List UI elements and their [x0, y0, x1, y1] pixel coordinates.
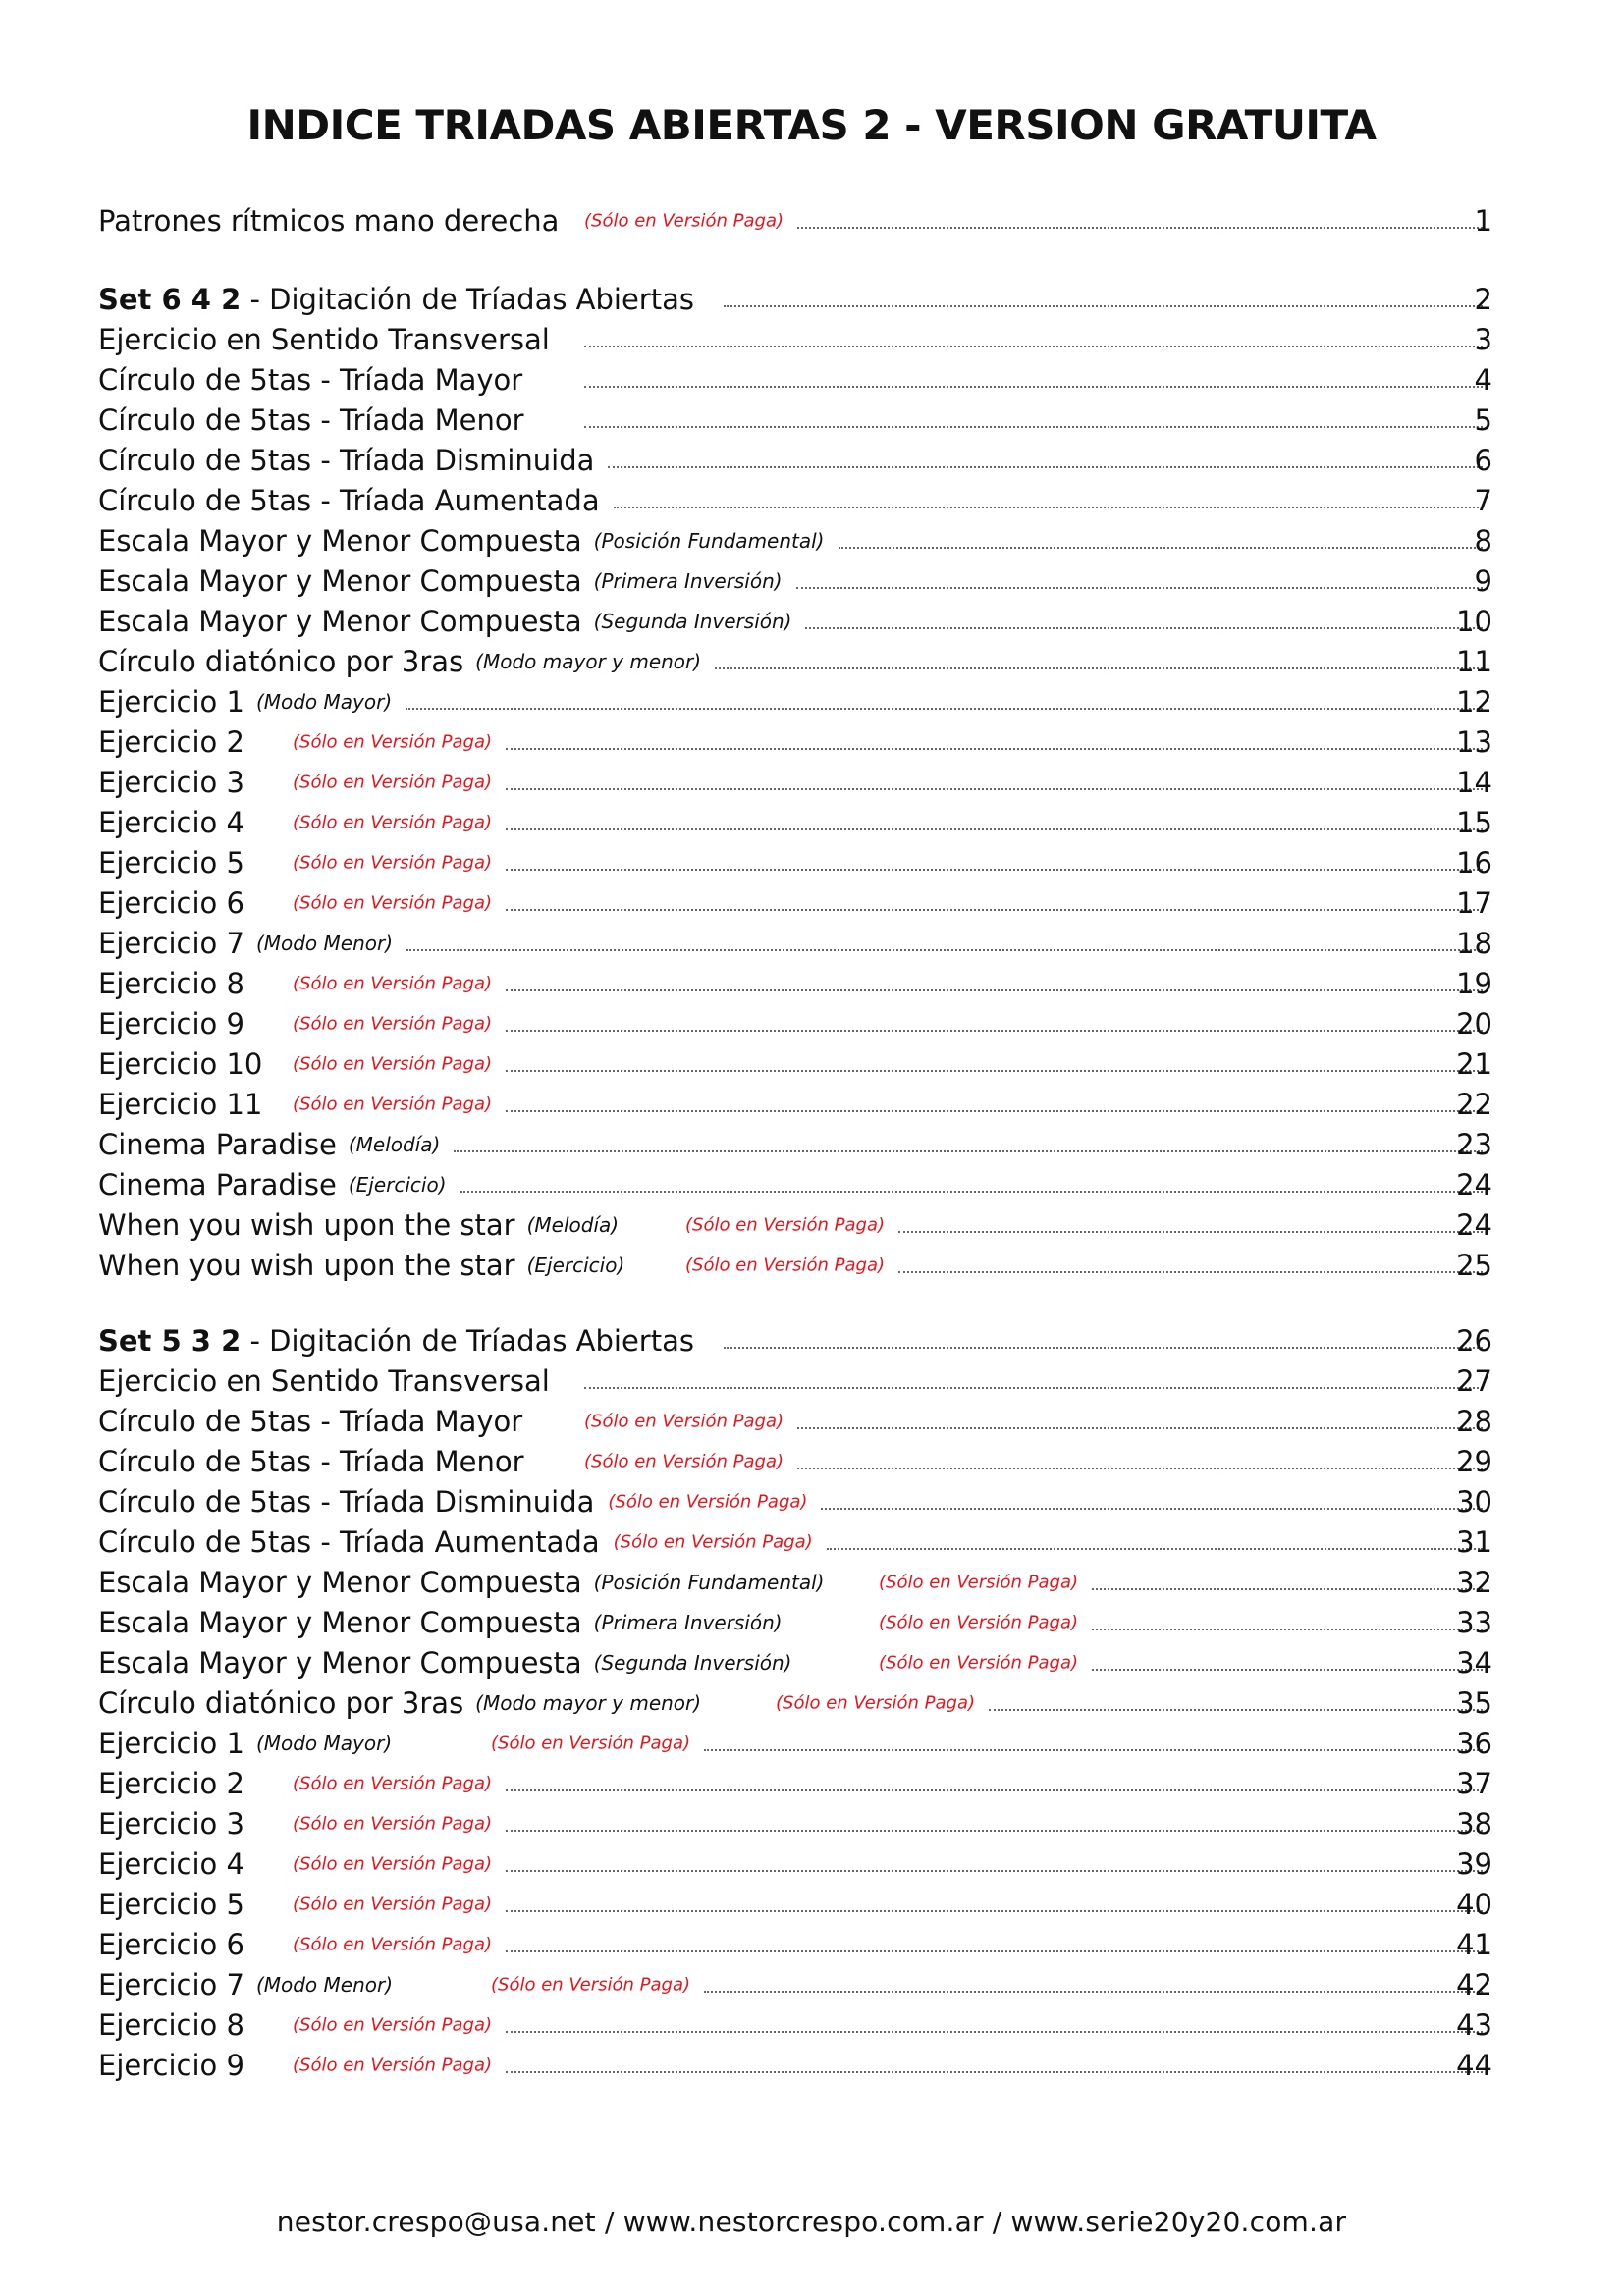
toc-entry-title — [98, 1525, 600, 1559]
toc-entry — [98, 682, 1492, 721]
entry-text: Ejercicio 10 — [98, 1047, 263, 1081]
toc-entry-title — [98, 1807, 244, 1841]
toc-entry — [98, 561, 1492, 601]
dot-leader — [506, 1830, 1483, 1832]
entry-note: (Posición Fundamental) — [593, 529, 825, 553]
toc-entry — [98, 1321, 1492, 1361]
dot-leader — [704, 1749, 1483, 1751]
entry-note: (Segunda Inversión) — [593, 1651, 792, 1675]
paid-version-note: (Sólo en Versión Paga) — [584, 210, 784, 232]
page-number: 29 — [1456, 1445, 1492, 1478]
dot-leader — [506, 1789, 1483, 1791]
dot-leader — [724, 305, 1483, 307]
dot-leader — [797, 1468, 1483, 1469]
entry-text: Ejercicio 6 — [98, 1928, 244, 1961]
entry-text: Ejercicio 3 — [98, 766, 244, 799]
toc-entry — [98, 1804, 1492, 1843]
page-number: 37 — [1456, 1767, 1492, 1800]
toc-entry-title — [98, 1405, 522, 1438]
toc-entry-title — [98, 927, 244, 960]
toc-entry — [98, 201, 1492, 240]
entry-text: Escala Mayor y Menor Compuesta — [98, 524, 582, 558]
toc-entry — [98, 803, 1492, 842]
toc-entry — [98, 1965, 1492, 2004]
paid-version-note: (Sólo en Versión Paga) — [293, 1894, 493, 1915]
entry-text: Círculo diatónico por 3ras — [98, 1686, 464, 1720]
entry-note: (Modo Mayor) — [255, 690, 393, 714]
paid-version-note: (Sólo en Versión Paga) — [685, 1255, 886, 1276]
dot-leader — [584, 426, 1483, 428]
toc-entry — [98, 1085, 1492, 1124]
dot-leader — [839, 547, 1484, 549]
paid-version-note: (Sólo en Versión Paga) — [293, 812, 493, 833]
entry-text: Círculo de 5tas - Tríada Menor — [98, 403, 524, 437]
page-number: 2 — [1474, 283, 1492, 316]
entry-text: Ejercicio 8 — [98, 2008, 244, 2042]
toc-entry-title — [98, 1686, 463, 1720]
paid-version-note: (Sólo en Versión Paga) — [584, 1411, 784, 1432]
toc-entry-title — [98, 444, 594, 477]
footer-contact: nestor.crespo@usa.net / www.nestorcrespo.com.ar / www.serie20y20.com.ar — [276, 2206, 1347, 2238]
toc-entry — [98, 763, 1492, 802]
toc-entry-title — [98, 403, 524, 437]
toc-entry — [98, 1885, 1492, 1924]
page-title: INDICE TRIADAS ABIERTAS 2 - VERSION GRATUITA — [246, 101, 1377, 149]
page-number: 27 — [1456, 1364, 1492, 1398]
page-number: 32 — [1456, 1566, 1492, 1599]
page-number: 15 — [1456, 806, 1492, 839]
page-number: 1 — [1474, 204, 1492, 238]
dot-leader — [704, 1991, 1483, 1993]
paid-version-note: (Sólo en Versión Paga) — [293, 2014, 493, 2036]
toc-entry — [98, 1925, 1492, 1964]
paid-version-note: (Sólo en Versión Paga) — [293, 892, 493, 914]
entry-text: Escala Mayor y Menor Compuesta — [98, 1566, 582, 1599]
dot-leader — [715, 667, 1483, 669]
page-number: 35 — [1456, 1686, 1492, 1720]
dot-leader — [724, 1347, 1483, 1349]
paid-version-note: (Sólo en Versión Paga) — [584, 1451, 784, 1472]
toc-entry — [98, 1643, 1492, 1682]
toc-entry — [98, 1724, 1492, 1763]
paid-version-note: (Sólo en Versión Paga) — [293, 772, 493, 793]
entry-note: (Modo mayor y menor) — [475, 650, 702, 673]
page-number: 40 — [1456, 1888, 1492, 1921]
page-number: 4 — [1474, 363, 1492, 397]
dot-leader — [821, 1508, 1483, 1510]
entry-text: Ejercicio 7 — [98, 1968, 244, 2002]
entry-text: Ejercicio 6 — [98, 886, 244, 920]
entry-text: Ejercicio 1 — [98, 1727, 244, 1760]
dot-leader — [584, 346, 1483, 347]
toc-entry — [98, 1402, 1492, 1441]
toc-entry — [98, 1165, 1492, 1204]
paid-version-note: (Sólo en Versión Paga) — [293, 1853, 493, 1875]
entry-text: Círculo diatónico por 3ras — [98, 645, 464, 678]
toc-entry — [98, 1764, 1492, 1803]
toc-entry-title — [98, 645, 463, 678]
toc-entry-title — [98, 1646, 582, 1680]
entry-note: (Primera Inversión) — [593, 1611, 783, 1634]
paid-version-note: (Sólo en Versión Paga) — [293, 731, 493, 753]
toc-entry-title — [98, 363, 522, 397]
page-number: 39 — [1456, 1847, 1492, 1881]
toc-entry-title — [98, 725, 244, 759]
dot-leader — [506, 909, 1483, 911]
toc-entry — [98, 1004, 1492, 1043]
entry-text: Escala Mayor y Menor Compuesta — [98, 1646, 582, 1680]
dot-leader — [506, 1030, 1483, 1032]
page-number: 28 — [1456, 1405, 1492, 1438]
entry-text: Ejercicio 11 — [98, 1088, 263, 1121]
page-number: 38 — [1456, 1807, 1492, 1841]
toc-entry — [98, 1563, 1492, 1602]
dot-leader — [506, 748, 1483, 750]
page-number: 14 — [1456, 766, 1492, 799]
entry-text: Ejercicio en Sentido Transversal — [98, 323, 550, 356]
paid-version-note: (Sólo en Versión Paga) — [608, 1491, 808, 1513]
entry-text: Ejercicio 8 — [98, 967, 244, 1000]
dot-leader — [584, 386, 1483, 388]
toc-entry — [98, 360, 1492, 400]
entry-text: Círculo de 5tas - Tríada Disminuida — [98, 444, 595, 477]
dot-leader — [796, 587, 1483, 589]
toc-entry — [98, 2005, 1492, 2045]
toc-entry-title — [98, 1208, 515, 1242]
toc-entry-title — [98, 204, 559, 238]
page-number: 21 — [1456, 1047, 1492, 1081]
dot-leader — [454, 1150, 1483, 1152]
toc-entry — [98, 521, 1492, 561]
entry-note: (Modo Menor) — [255, 932, 394, 955]
paid-version-note: (Sólo en Versión Paga) — [491, 1974, 691, 1996]
page-number: 22 — [1456, 1088, 1492, 1121]
page-number: 24 — [1456, 1168, 1492, 1201]
dot-leader — [805, 627, 1483, 629]
entry-text: Ejercicio 1 — [98, 685, 244, 719]
paid-version-note: (Sólo en Versión Paga) — [293, 1813, 493, 1835]
entry-note: (Modo Menor) — [255, 1973, 394, 1997]
entry-text: Ejercicio 4 — [98, 806, 244, 839]
entry-note: (Posición Fundamental) — [593, 1571, 825, 1594]
toc-entry — [98, 1442, 1492, 1481]
toc-entry-title — [98, 605, 582, 638]
toc-entry — [98, 1603, 1492, 1642]
paid-version-note: (Sólo en Versión Paga) — [293, 1934, 493, 1955]
paid-version-note: (Sólo en Versión Paga) — [879, 1612, 1079, 1633]
toc-entry-title — [98, 1485, 594, 1519]
dot-leader — [1092, 1669, 1483, 1671]
entry-text: Patrones rítmicos mano derecha — [98, 204, 560, 238]
paid-version-note: (Sólo en Versión Paga) — [491, 1733, 691, 1754]
entry-note: (Ejercicio) — [526, 1254, 625, 1277]
page-number: 16 — [1456, 846, 1492, 880]
toc-entry — [98, 441, 1492, 480]
dot-leader — [506, 1950, 1483, 1952]
toc-entry — [98, 400, 1492, 440]
entry-text: Círculo de 5tas - Tríada Mayor — [98, 363, 523, 397]
paid-version-note: (Sólo en Versión Paga) — [879, 1572, 1079, 1593]
entry-text: Ejercicio 2 — [98, 1767, 244, 1800]
toc-entry-title — [98, 1767, 244, 1800]
toc-entry-title — [98, 1847, 244, 1881]
toc-entry-title — [98, 1249, 515, 1282]
entry-note: (Segunda Inversión) — [593, 610, 792, 633]
toc-entry-title — [98, 766, 244, 799]
entry-text: Ejercicio 9 — [98, 1007, 244, 1041]
entry-text: When you wish upon the star — [98, 1249, 515, 1282]
toc-entry — [98, 722, 1492, 762]
toc-entry-title — [98, 1606, 582, 1639]
entry-note: (Modo mayor y menor) — [475, 1691, 702, 1715]
page-number: 10 — [1456, 605, 1492, 638]
page-number: 36 — [1456, 1727, 1492, 1760]
toc-entry-title — [98, 806, 244, 839]
toc-entry-title — [98, 283, 694, 316]
dot-leader — [460, 1191, 1483, 1193]
toc-entry-title — [98, 484, 600, 517]
paid-version-note: (Sólo en Versión Paga) — [879, 1652, 1079, 1674]
entry-note: (Primera Inversión) — [593, 569, 783, 593]
toc-entry-title — [98, 1445, 524, 1478]
toc-entry-title — [98, 1888, 244, 1921]
page-number: 9 — [1474, 564, 1492, 598]
page-number: 20 — [1456, 1007, 1492, 1041]
toc-entry — [98, 642, 1492, 681]
page-number: 19 — [1456, 967, 1492, 1000]
entry-text: Círculo de 5tas - Tríada Aumentada — [98, 1525, 600, 1559]
entry-text: When you wish upon the star — [98, 1208, 515, 1242]
page-number: 17 — [1456, 886, 1492, 920]
dot-leader — [1092, 1629, 1483, 1630]
dot-leader — [797, 227, 1483, 229]
entry-text: Ejercicio en Sentido Transversal — [98, 1364, 550, 1398]
entry-text: Escala Mayor y Menor Compuesta — [98, 564, 582, 598]
page-number: 25 — [1456, 1249, 1492, 1282]
paid-version-note: (Sólo en Versión Paga) — [293, 1773, 493, 1794]
entry-text: Ejercicio 9 — [98, 2049, 244, 2082]
toc-entry-title — [98, 1324, 694, 1358]
toc-entry — [98, 280, 1492, 319]
toc-entry — [98, 1362, 1492, 1401]
dot-leader — [614, 507, 1483, 508]
toc-entry — [98, 1482, 1492, 1522]
toc-entry-title — [98, 967, 244, 1000]
toc-entry — [98, 964, 1492, 1003]
entry-note: (Melodía) — [348, 1133, 441, 1156]
set-label: Set 5 3 2 — [98, 1324, 242, 1358]
entry-text: Ejercicio 4 — [98, 1847, 244, 1881]
toc-entry — [98, 843, 1492, 882]
entry-note: (Melodía) — [526, 1213, 620, 1237]
toc-entry-title — [98, 1128, 337, 1161]
dot-leader — [506, 2031, 1483, 2033]
page-number: 11 — [1456, 645, 1492, 678]
entry-text: Escala Mayor y Menor Compuesta — [98, 1606, 582, 1639]
paid-version-note: (Sólo en Versión Paga) — [293, 973, 493, 994]
entry-note: (Ejercicio) — [348, 1173, 447, 1197]
toc-entry — [98, 1205, 1492, 1245]
page-number: 12 — [1456, 685, 1492, 719]
dot-leader — [506, 1870, 1483, 1872]
page-number: 3 — [1474, 323, 1492, 356]
toc-entry — [98, 320, 1492, 359]
page-number: 13 — [1456, 725, 1492, 759]
dot-leader — [506, 2071, 1483, 2073]
dot-leader — [506, 788, 1483, 790]
toc-entry-title — [98, 1047, 262, 1081]
dot-leader — [989, 1709, 1483, 1711]
page-number: 33 — [1456, 1606, 1492, 1639]
page-number: 42 — [1456, 1968, 1492, 2002]
page-number: 6 — [1474, 444, 1492, 477]
toc-entry-title — [98, 685, 244, 719]
entry-text: Cinema Paradise — [98, 1168, 337, 1201]
toc-entry-title — [98, 323, 550, 356]
entry-text: Ejercicio 5 — [98, 1888, 244, 1921]
page-number: 5 — [1474, 403, 1492, 437]
dot-leader — [898, 1271, 1483, 1273]
dot-leader — [506, 1110, 1483, 1112]
toc-entry — [98, 924, 1492, 963]
dot-leader — [406, 708, 1483, 710]
page-number: 8 — [1474, 524, 1492, 558]
toc-entry — [98, 1522, 1492, 1562]
entry-text: Cinema Paradise — [98, 1128, 337, 1161]
toc-entry-title — [98, 1364, 550, 1398]
paid-version-note: (Sólo en Versión Paga) — [293, 2055, 493, 2076]
dot-leader — [827, 1548, 1483, 1550]
toc-entry — [98, 481, 1492, 520]
paid-version-note: (Sólo en Versión Paga) — [293, 1094, 493, 1115]
set-label: Set 6 4 2 — [98, 283, 242, 316]
toc-entry — [98, 1044, 1492, 1084]
entry-text: Ejercicio 5 — [98, 846, 244, 880]
toc-entry-title — [98, 564, 582, 598]
toc-entry-title — [98, 2049, 244, 2082]
toc-entry — [98, 883, 1492, 923]
dot-leader — [1092, 1588, 1483, 1590]
toc-entry-title — [98, 886, 244, 920]
page-number: 43 — [1456, 2008, 1492, 2042]
dot-leader — [797, 1427, 1483, 1429]
toc-entry — [98, 602, 1492, 641]
toc-entry-title — [98, 1168, 337, 1201]
dot-leader — [506, 989, 1483, 991]
entry-text: - Digitación de Tríadas Abiertas — [241, 1324, 694, 1358]
dot-leader — [898, 1231, 1483, 1233]
toc-entry-title — [98, 1727, 244, 1760]
paid-version-note: (Sólo en Versión Paga) — [685, 1214, 886, 1236]
toc-entry-title — [98, 1566, 582, 1599]
entry-text: Círculo de 5tas - Tríada Mayor — [98, 1405, 523, 1438]
entry-text: - Digitación de Tríadas Abiertas — [241, 283, 694, 316]
entry-text: Escala Mayor y Menor Compuesta — [98, 605, 582, 638]
entry-text: Ejercicio 3 — [98, 1807, 244, 1841]
dot-leader — [584, 1387, 1483, 1389]
paid-version-note: (Sólo en Versión Paga) — [293, 1013, 493, 1035]
page-number: 24 — [1456, 1208, 1492, 1242]
dot-leader — [608, 466, 1483, 468]
page-number: 44 — [1456, 2049, 1492, 2082]
dot-leader — [506, 1070, 1483, 1072]
toc-entry-title — [98, 1928, 244, 1961]
dot-leader — [506, 1910, 1483, 1912]
toc-entry-title — [98, 1968, 244, 2002]
page-number: 7 — [1474, 484, 1492, 517]
page-number: 31 — [1456, 1525, 1492, 1559]
paid-version-note: (Sólo en Versión Paga) — [293, 852, 493, 874]
toc-entry — [98, 1683, 1492, 1723]
page-number: 23 — [1456, 1128, 1492, 1161]
entry-text: Círculo de 5tas - Tríada Menor — [98, 1445, 524, 1478]
toc-entry — [98, 1246, 1492, 1285]
page-number: 41 — [1456, 1928, 1492, 1961]
page-number: 18 — [1456, 927, 1492, 960]
paid-version-note: (Sólo en Versión Paga) — [293, 1053, 493, 1075]
toc-entry-title — [98, 846, 244, 880]
toc-entry-title — [98, 1088, 262, 1121]
paid-version-note: (Sólo en Versión Paga) — [776, 1692, 976, 1714]
toc-entry-title — [98, 2008, 244, 2042]
page-number: 30 — [1456, 1485, 1492, 1519]
page-number: 26 — [1456, 1324, 1492, 1358]
entry-text: Ejercicio 2 — [98, 725, 244, 759]
entry-note: (Modo Mayor) — [255, 1732, 393, 1755]
toc-entry-title — [98, 1007, 244, 1041]
dot-leader — [506, 869, 1483, 871]
dot-leader — [406, 949, 1483, 951]
dot-leader — [506, 828, 1483, 830]
toc-entry-title — [98, 524, 582, 558]
entry-text: Círculo de 5tas - Tríada Aumentada — [98, 484, 600, 517]
page-number: 34 — [1456, 1646, 1492, 1680]
entry-text: Ejercicio 7 — [98, 927, 244, 960]
entry-text: Círculo de 5tas - Tríada Disminuida — [98, 1485, 595, 1519]
toc-entry — [98, 1844, 1492, 1884]
toc-entry — [98, 2046, 1492, 2085]
toc-entry — [98, 1125, 1492, 1164]
paid-version-note: (Sólo en Versión Paga) — [613, 1531, 813, 1553]
